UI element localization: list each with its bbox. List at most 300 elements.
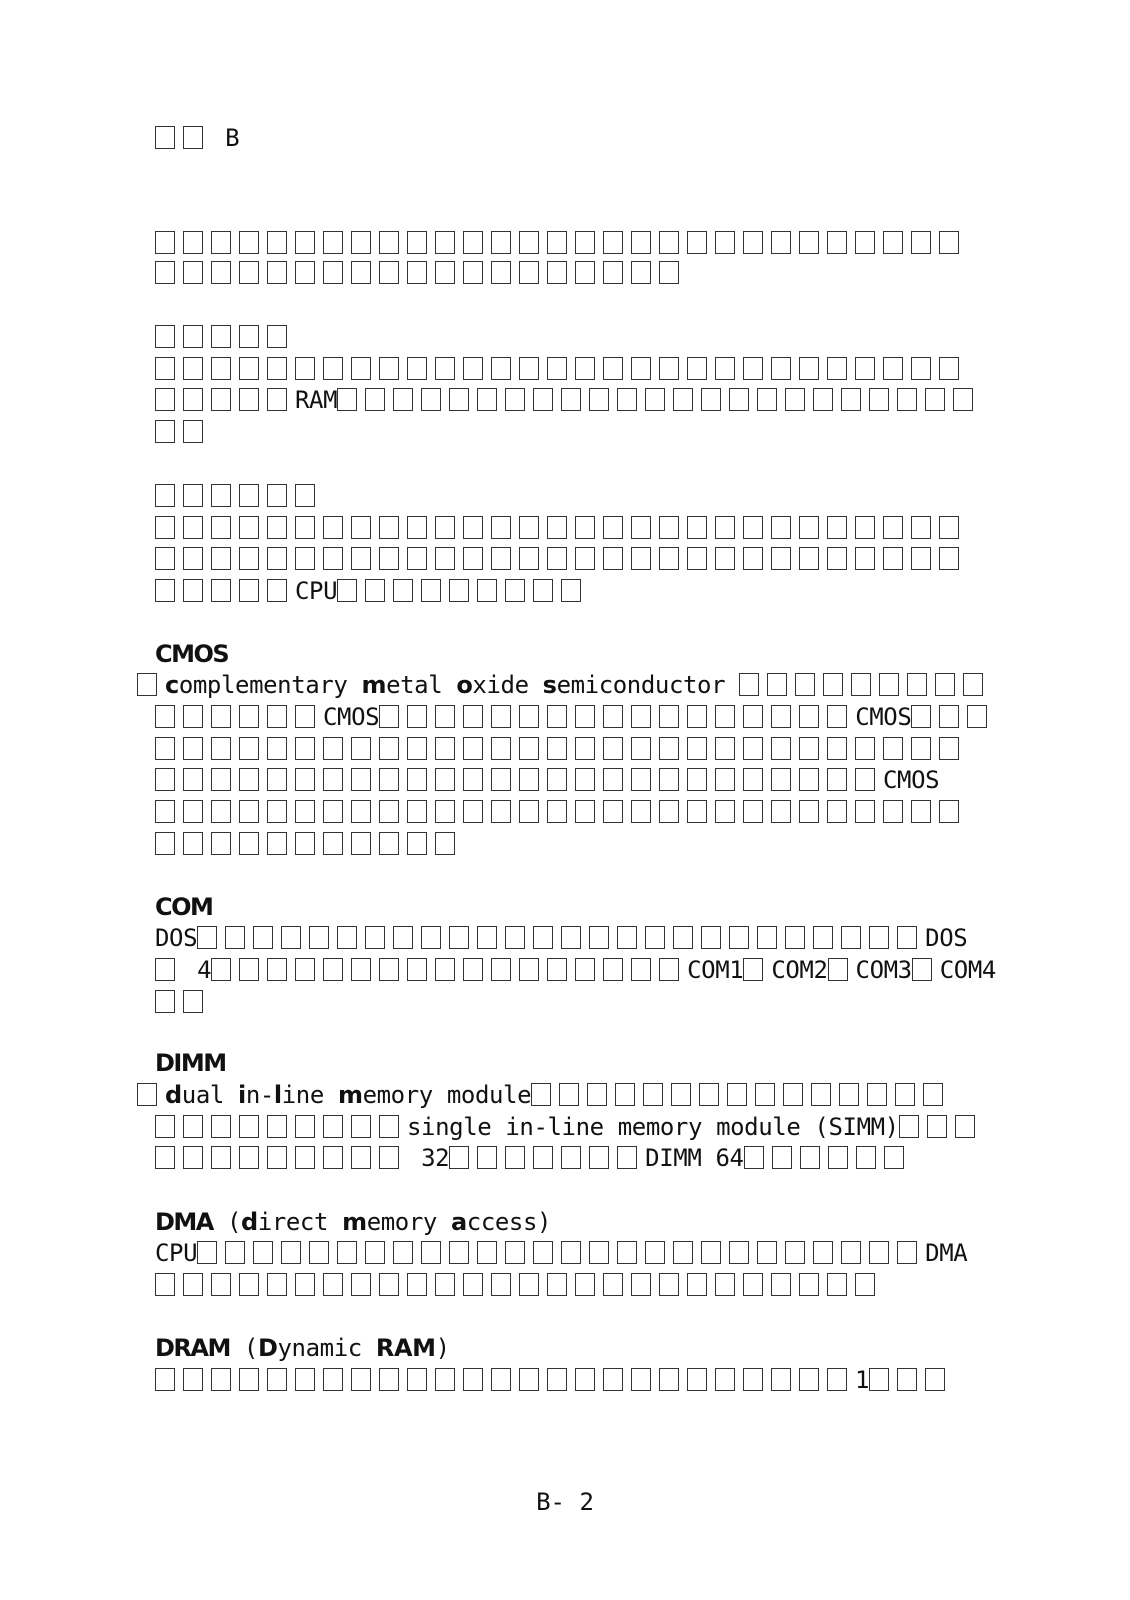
glyph-box-icon [547,800,567,823]
glyph-box-icon [155,1273,175,1296]
glyph-box-icon [155,705,175,728]
glyph-box-icon [603,768,623,791]
glyph-box-icon [267,800,287,823]
glyph-box-icon [519,768,539,791]
glyph-box-icon [603,516,623,539]
glyph-box-icon [267,768,287,791]
glyph-box-icon [827,705,847,728]
glyph-box-icon [771,705,791,728]
glyph-box-icon [211,1146,231,1169]
glyph-box-icon [799,231,819,254]
glyph-box-icon [519,958,539,981]
glyph-box-icon [547,737,567,760]
glyph-box-icon [155,1146,175,1169]
glyph-box-icon [295,516,315,539]
glyph-box-icon [155,990,175,1013]
glyph-box-icon [197,926,217,949]
glyph-box-icon [421,926,441,949]
glyph-box-icon [323,357,343,380]
glyph-box-icon [895,1083,915,1106]
glyph-box-icon [743,1368,763,1391]
glyph-box-icon [547,768,567,791]
glyph-box-run [155,1144,407,1172]
glyph-box-icon [799,705,819,728]
glyph-box-icon [379,231,399,254]
glyph-box-icon [239,484,259,507]
glyph-box-icon [295,261,315,284]
glyph-box-icon [575,800,595,823]
glyph-box-icon [771,1368,791,1391]
glyph-box-icon [771,737,791,760]
glyph-box-icon [295,1273,315,1296]
glyph-box-icon [547,357,567,380]
glyph-box-icon [687,547,707,570]
glyph-box-icon [645,926,665,949]
glyph-box-icon [491,547,511,570]
glyph-box-icon [519,800,539,823]
glyph-box-icon [239,547,259,570]
glyph-box-icon [449,1241,469,1264]
glyph-box-icon [841,388,861,411]
glyph-box-icon [587,1083,607,1106]
glyph-box-run [155,545,967,573]
glyph-box-icon [155,261,175,284]
glyph-box-icon [477,579,497,602]
glyph-box-icon [351,1115,371,1138]
glyph-box-icon [183,516,203,539]
glyph-box-icon [925,1368,945,1391]
glyph-box-icon [295,231,315,254]
cmos-line-2 [155,702,995,732]
glyph-box-icon [519,737,539,760]
glyph-box-icon [771,516,791,539]
glyph-box-icon [899,1115,919,1138]
glyph-box-icon [211,958,231,981]
dram-line-1: 1 [155,1365,953,1395]
glyph-box-icon [955,1115,975,1138]
glyph-box-icon [869,388,889,411]
glyph-box-icon [477,1146,497,1169]
glyph-box-icon [267,388,287,411]
glyph-box-icon [309,1241,329,1264]
glyph-box-icon [603,357,623,380]
glyph-box-icon [407,1273,427,1296]
glyph-box-icon [449,1146,469,1169]
glyph-box-icon [407,516,427,539]
glyph-box-icon [137,673,157,696]
glyph-box-icon [491,516,511,539]
glyph-box-icon [351,261,371,284]
glyph-box-icon [939,737,959,760]
glyph-box-icon [267,1146,287,1169]
dma-line-2 [155,1270,883,1300]
glyph-box-icon [813,926,833,949]
glyph-box-run [337,386,981,414]
glyph-box-icon [211,737,231,760]
glyph-box-icon [897,926,917,949]
glyph-box-icon [435,800,455,823]
glyph-box-icon [225,1241,245,1264]
glyph-box-icon [519,547,539,570]
glyph-box-icon [547,516,567,539]
glyph-box-icon [519,261,539,284]
glyph-box-run [155,703,323,731]
glyph-box-icon [407,547,427,570]
glyph-box-icon [911,231,931,254]
glyph-box-icon [351,1368,371,1391]
glyph-box-icon [827,231,847,254]
glyph-box-icon [687,800,707,823]
glyph-box-icon [211,484,231,507]
glyph-box-icon [183,231,203,254]
glyph-box-run [155,766,883,794]
glyph-box-icon [295,357,315,380]
cpu-ref: CPU [295,577,338,605]
glyph-box-icon [715,800,735,823]
glyph-box-icon [911,705,931,728]
glyph-box-icon [155,958,175,981]
glyph-box-icon [351,768,371,791]
glyph-box-icon [295,832,315,855]
glyph-box-icon [505,926,525,949]
glyph-box-icon [407,261,427,284]
glyph-box-run [155,386,295,414]
glyph-box-icon [687,737,707,760]
glyph-box-icon [631,737,651,760]
glyph-box-icon [183,768,203,791]
glyph-box-icon [907,673,927,696]
glyph-box-icon [855,768,875,791]
glyph-box-run [155,482,323,510]
glyph-box-icon [155,579,175,602]
glyph-box-icon [351,832,371,855]
glyph-box-icon [295,800,315,823]
glyph-box-icon [823,673,843,696]
glyph-box-icon [155,420,175,443]
glyph-box-icon [575,357,595,380]
glyph-box-icon [239,800,259,823]
glyph-box-icon [617,388,637,411]
glyph-box-icon [267,579,287,602]
glyph-box-icon [771,357,791,380]
glyph-box-icon [491,261,511,284]
glyph-box-icon [867,1083,887,1106]
glyph-box-icon [883,231,903,254]
glyph-box-icon [267,231,287,254]
glyph-box-icon [883,800,903,823]
glyph-box-icon [253,1241,273,1264]
glyph-box-run [379,703,855,731]
glyph-box-icon [239,832,259,855]
glyph-box-icon [744,1146,764,1169]
glyph-box-icon [267,484,287,507]
dma-heading: DMA (direct memory access) [155,1208,552,1236]
glyph-box-icon [393,926,413,949]
glyph-box-icon [155,126,175,149]
glyph-box-icon [337,1241,357,1264]
glyph-box-icon [379,832,399,855]
glyph-box-icon [183,579,203,602]
glyph-box-icon [239,231,259,254]
glyph-box-icon [743,705,763,728]
glyph-box-icon [687,1368,707,1391]
glyph-box-icon [547,705,567,728]
glyph-box-icon [351,1273,371,1296]
glyph-box-icon [603,1273,623,1296]
glyph-box-icon [477,926,497,949]
glyph-box-icon [435,705,455,728]
glyph-box-icon [729,1241,749,1264]
glyph-box-icon [755,1083,775,1106]
glyph-box-icon [603,1368,623,1391]
glyph-box-icon [407,768,427,791]
glyph-box-icon [729,926,749,949]
glyph-box-icon [477,1241,497,1264]
glyph-box-icon [575,1368,595,1391]
glyph-box-icon [505,1146,525,1169]
cmos-ref-1: CMOS [323,703,380,731]
glyph-box-icon [827,1273,847,1296]
term2-line-3 [155,576,589,606]
glyph-box-icon [575,737,595,760]
glyph-box-icon [715,547,735,570]
glyph-box-icon [463,1368,483,1391]
glyph-box-icon [183,547,203,570]
glyph-box-icon [855,800,875,823]
glyph-box-run [155,577,295,605]
glyph-box-icon [575,958,595,981]
glyph-box-icon [643,1083,663,1106]
glyph-box-icon [337,926,357,949]
glyph-box-icon [701,1241,721,1264]
glyph-box-icon [239,579,259,602]
glyph-box-icon [365,579,385,602]
glyph-box-icon [211,388,231,411]
glyph-box-icon [449,579,469,602]
glyph-box-icon [855,737,875,760]
glyph-box-icon [463,800,483,823]
glyph-box-icon [295,484,315,507]
glyph-box-icon [491,737,511,760]
glyph-box-icon [463,768,483,791]
glyph-box-icon [911,737,931,760]
glyph-box-icon [561,1146,581,1169]
glyph-box-icon [239,1115,259,1138]
glyph-box-icon [533,579,553,602]
glyph-box-icon [743,1273,763,1296]
glyph-box-icon [379,1115,399,1138]
glyph-box-icon [795,673,815,696]
glyph-box-icon [323,832,343,855]
glyph-box-icon [309,926,329,949]
glyph-box-icon [463,705,483,728]
glyph-box-run [155,229,967,257]
glyph-box-icon [827,800,847,823]
glyph-box-icon [828,1146,848,1169]
glyph-box-icon [659,800,679,823]
cmos-line-6 [155,829,463,859]
glyph-box-run [899,1113,983,1141]
glyph-box-icon [379,1273,399,1296]
glyph-box-icon [883,737,903,760]
glyph-box-icon [505,579,525,602]
glyph-box-icon [281,1241,301,1264]
glyph-box-icon [771,1273,791,1296]
glyph-box-icon [589,1146,609,1169]
glyph-box-icon [879,673,899,696]
glyph-box-run [155,830,463,858]
glyph-box-icon [491,1368,511,1391]
glyph-box-icon [449,926,469,949]
glyph-box-icon [589,388,609,411]
glyph-box-icon [183,1146,203,1169]
glyph-box-icon [743,231,763,254]
glyph-box-icon [659,547,679,570]
glyph-box-icon [155,388,175,411]
cmos-line-3 [155,734,967,764]
glyph-box-icon [687,1273,707,1296]
glyph-box-icon [337,388,357,411]
glyph-box-icon [267,261,287,284]
glyph-box-icon [463,958,483,981]
glyph-box-icon [869,926,889,949]
glyph-box-icon [267,325,287,348]
glyph-box-icon [323,1273,343,1296]
glyph-box-icon [393,1241,413,1264]
glyph-box-icon [687,768,707,791]
glyph-box-icon [935,673,955,696]
glyph-box-icon [659,958,679,981]
glyph-box-icon [491,705,511,728]
glyph-box-icon [800,1146,820,1169]
glyph-box-icon [939,705,959,728]
glyph-box-icon [379,261,399,284]
glyph-box-icon [673,926,693,949]
glyph-box-icon [239,705,259,728]
glyph-box-icon [727,1083,747,1106]
glyph-box-icon [211,261,231,284]
glyph-box-icon [435,1273,455,1296]
cmos-line-4 [155,765,939,795]
glyph-box-icon [939,516,959,539]
glyph-box-run [155,1271,883,1299]
glyph-box-icon [659,516,679,539]
glyph-box-icon [323,231,343,254]
glyph-box-icon [715,1273,735,1296]
glyph-box-icon [463,261,483,284]
glyph-box-icon [211,832,231,855]
glyph-box-icon [435,1368,455,1391]
glyph-box-icon [547,1273,567,1296]
glyph-box-icon [743,547,763,570]
glyph-box-icon [183,832,203,855]
glyph-box-icon [435,261,455,284]
glyph-box-icon [491,231,511,254]
glyph-box-icon [631,261,651,284]
glyph-box-icon [421,1241,441,1264]
glyph-box-icon [183,990,203,1013]
term-heading-2 [155,481,323,511]
glyph-box-icon [799,516,819,539]
glyph-box-icon [561,926,581,949]
glyph-box-icon [281,926,301,949]
glyph-box-icon [799,800,819,823]
glyph-box-icon [463,516,483,539]
glyph-box-icon [673,1241,693,1264]
glyph-box-icon [435,547,455,570]
glyph-box-icon [603,737,623,760]
glyph-box-icon [211,516,231,539]
glyph-box-icon [855,516,875,539]
glyph-box-icon [715,705,735,728]
glyph-box-icon [631,1273,651,1296]
glyph-box-icon [183,357,203,380]
com-line-2: 4 COM1 COM2 COM3 COM4 [155,955,996,985]
glyph-box-icon [323,800,343,823]
glyph-box-icon [463,547,483,570]
glyph-box-icon [533,1146,553,1169]
glyph-box-icon [393,388,413,411]
glyph-box-icon [351,1146,371,1169]
glyph-box-run [739,671,991,699]
glyph-box-icon [771,768,791,791]
term2-line-1 [155,513,967,543]
glyph-box-icon [799,357,819,380]
glyph-box-icon [519,516,539,539]
glyph-box-icon [239,516,259,539]
glyph-box-icon [827,1368,847,1391]
glyph-box-icon [267,958,287,981]
glyph-box-run [155,735,967,763]
glyph-box-icon [743,737,763,760]
glyph-box-icon [715,516,735,539]
glyph-box-icon [729,388,749,411]
glyph-box-icon [351,958,371,981]
glyph-box-icon [841,1241,861,1264]
glyph-box-icon [379,1146,399,1169]
glyph-box-icon [365,926,385,949]
glyph-box-icon [183,1273,203,1296]
glyph-box-icon [911,357,931,380]
glyph-box-icon [645,1241,665,1264]
glyph-box-icon [715,737,735,760]
glyph-box-icon [631,705,651,728]
glyph-box-icon [939,357,959,380]
glyph-box-icon [267,705,287,728]
glyph-box-icon [561,579,581,602]
glyph-box-icon [155,737,175,760]
glyph-box-icon [267,1115,287,1138]
glyph-box-icon [659,768,679,791]
glyph-box-icon [603,800,623,823]
glyph-box-icon [435,231,455,254]
glyph-box-icon [183,1368,203,1391]
dimm-line-3: 32 DIMM 64 [155,1143,912,1173]
glyph-box-icon [953,388,973,411]
glyph-box-icon [519,357,539,380]
glyph-box-icon [828,958,848,981]
glyph-box-icon [547,547,567,570]
glyph-box-icon [855,547,875,570]
glyph-box-icon [883,516,903,539]
glyph-box-icon [491,800,511,823]
glyph-box-icon [155,231,175,254]
glyph-box-icon [799,737,819,760]
glyph-box-icon [645,388,665,411]
glyph-box-icon [267,1273,287,1296]
glyph-box-icon [407,958,427,981]
glyph-box-icon [687,705,707,728]
